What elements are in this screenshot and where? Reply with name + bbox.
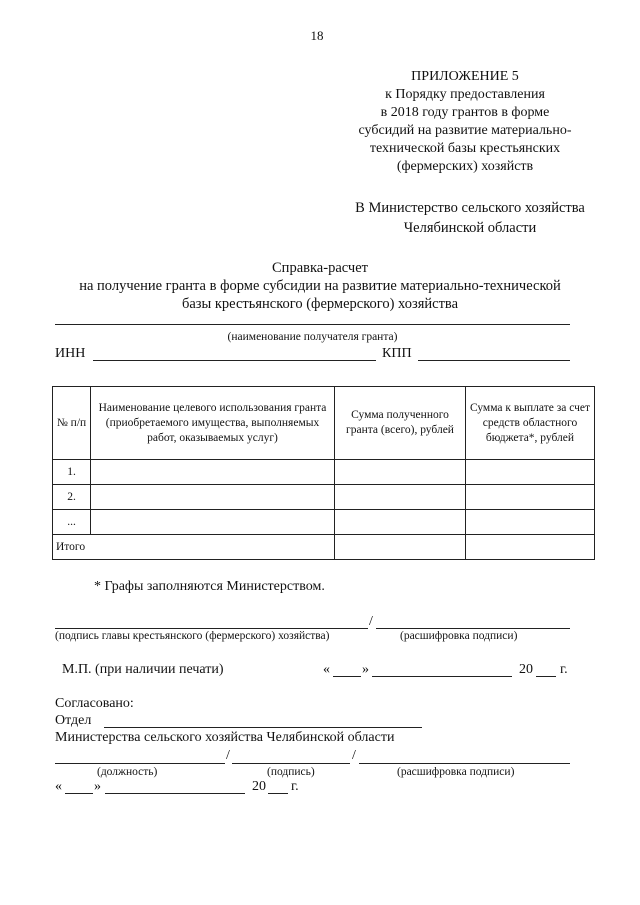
inn-field[interactable] xyxy=(93,360,376,361)
payout-sum-cell[interactable] xyxy=(466,460,595,485)
table-total-row xyxy=(53,535,595,560)
day-field[interactable] xyxy=(333,676,361,677)
purpose-cell[interactable] xyxy=(91,485,335,510)
table-row xyxy=(53,510,595,535)
position-field[interactable] xyxy=(55,763,225,764)
signature-slash: / xyxy=(369,614,373,629)
row-number: ... xyxy=(53,510,91,535)
approval-year-field[interactable] xyxy=(268,793,288,794)
header-number: № п/п xyxy=(53,387,91,460)
appendix-line: к Порядку предоставления xyxy=(385,87,545,102)
appendix-line: субсидий на развитие материально- xyxy=(358,123,572,138)
department-field[interactable] xyxy=(104,727,422,728)
title-line: базы крестьянского (фермерского) хозяйства xyxy=(181,296,459,312)
appendix-line: в 2018 году грантов в форме xyxy=(380,105,550,120)
year-field[interactable] xyxy=(536,676,556,677)
recipient-caption: (наименование получателя гранта) xyxy=(227,331,398,343)
appendix-line: (фермерских) хозяйств xyxy=(396,159,534,174)
purpose-cell[interactable] xyxy=(91,510,335,535)
header-purpose: Наименование целевого использования гранта (приобретаемого имущества, выполняемых работ, оказываемых услуг) xyxy=(91,387,335,460)
header-grant-sum: Сумма полученного гранта (всего), рублей xyxy=(335,387,466,460)
addressee-line: Челябинской области xyxy=(403,220,537,236)
position-caption: (должность) xyxy=(97,766,158,778)
ministry-label: Министерства сельского хозяйства Челябинской области xyxy=(55,730,395,745)
appendix-line: технической базы крестьянских xyxy=(369,141,561,156)
table-header-row xyxy=(53,387,595,460)
date-quote-open: « xyxy=(55,779,62,794)
head-signature-field[interactable] xyxy=(55,628,368,629)
kpp-field[interactable] xyxy=(418,360,570,361)
stamp-label: М.П. (при наличии печати) xyxy=(62,662,224,677)
total-grant-sum-cell[interactable] xyxy=(335,535,466,560)
total-label: Итого xyxy=(53,535,335,560)
row-number: 2. xyxy=(53,485,91,510)
signature-decoding-field[interactable] xyxy=(376,628,570,629)
date-quote-open: « xyxy=(323,662,330,677)
header-payout-sum: Сумма к выплате за счет средств областного бюджета*, рублей xyxy=(466,387,595,460)
approval-slash: / xyxy=(352,748,356,763)
appendix-title: ПРИЛОЖЕНИЕ 5 xyxy=(411,69,519,84)
recipient-name-line[interactable] xyxy=(55,324,570,325)
decoding-caption: (расшифровка подписи) xyxy=(397,766,515,778)
kpp-label: КПП xyxy=(382,346,412,361)
payout-sum-cell[interactable] xyxy=(466,510,595,535)
approval-signature-field[interactable] xyxy=(232,763,350,764)
table-row xyxy=(53,485,595,510)
addressee-block xyxy=(320,198,620,238)
grant-table xyxy=(52,386,595,560)
year-suffix: г. xyxy=(291,779,299,794)
footnote: * Графы заполняются Министерством. xyxy=(94,579,325,594)
addressee-line: В Министерство сельского хозяйства xyxy=(355,200,585,216)
title-line: Справка-расчет xyxy=(272,260,368,276)
year-suffix: г. xyxy=(560,662,568,677)
payout-sum-cell[interactable] xyxy=(466,485,595,510)
document-title xyxy=(40,259,600,313)
year-prefix: 20 xyxy=(252,779,266,794)
decoding-caption: (расшифровка подписи) xyxy=(400,630,518,642)
month-field[interactable] xyxy=(372,676,512,677)
appendix-block xyxy=(330,68,600,176)
total-payout-sum-cell[interactable] xyxy=(466,535,595,560)
year-prefix: 20 xyxy=(519,662,533,677)
table-row xyxy=(53,460,595,485)
title-line: на получение гранта в форме субсидии на развитие материально-технической xyxy=(79,278,561,294)
inn-label: ИНН xyxy=(55,346,86,361)
grant-sum-cell[interactable] xyxy=(335,485,466,510)
row-number: 1. xyxy=(53,460,91,485)
signature-caption: (подпись главы крестьянского (фермерского) хозяйства) xyxy=(55,630,330,642)
approval-decoding-field[interactable] xyxy=(359,763,570,764)
purpose-cell[interactable] xyxy=(91,460,335,485)
page-number: 18 xyxy=(310,28,324,43)
signature-caption: (подпись) xyxy=(267,766,315,778)
grant-sum-cell[interactable] xyxy=(335,460,466,485)
date-quote-close: » xyxy=(362,662,369,677)
approval-month-field[interactable] xyxy=(105,793,245,794)
department-label: Отдел xyxy=(55,713,92,728)
grant-sum-cell[interactable] xyxy=(335,510,466,535)
approval-day-field[interactable] xyxy=(65,793,93,794)
approval-slash: / xyxy=(226,748,230,763)
agreed-label: Согласовано: xyxy=(55,696,134,711)
date-quote-close: » xyxy=(94,779,101,794)
